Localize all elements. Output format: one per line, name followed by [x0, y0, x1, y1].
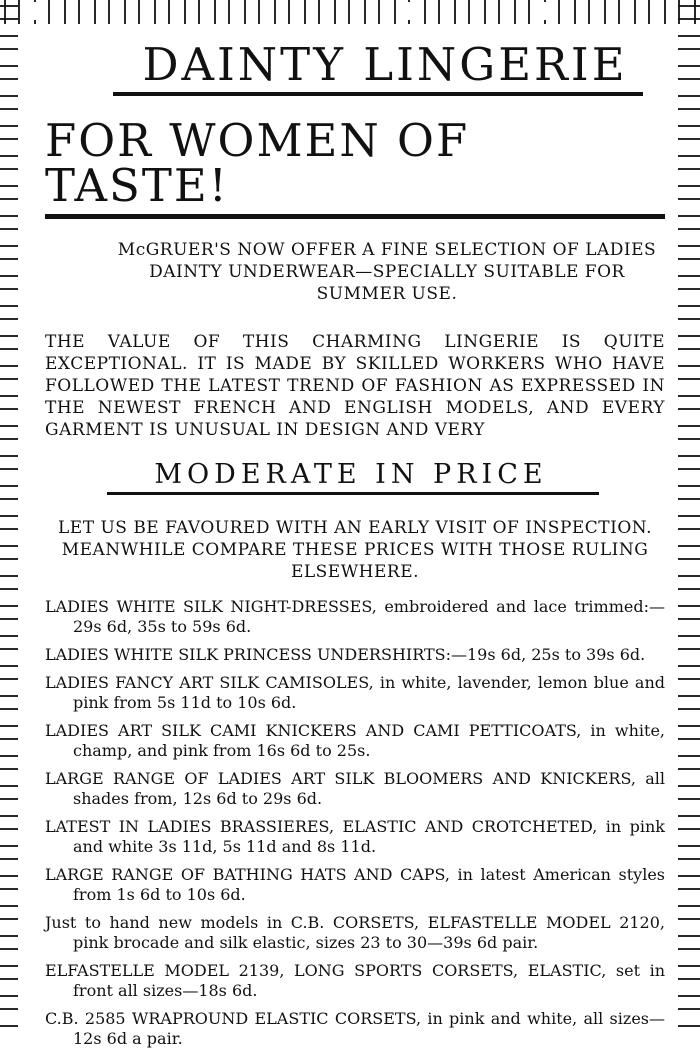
intro-paragraph: McGRUER'S NOW OFFER A FINE SELECTION OF LADIES DAINTY UNDERWEAR—SPECIALLY SUITABLE FOR SUMMER USE.	[117, 240, 657, 304]
list-item: C.B. 2585 WRAPROUND ELASTIC CORSETS, in pink and white, all sizes—12s 6d a pair.	[45, 1009, 665, 1048]
subheadline: FOR WOMEN OF TASTE!	[45, 114, 470, 212]
list-item: LADIES FANCY ART SILK CAMISOLES, in white, lavender, lemon blue and pink from 5s 11d to 10s 6d.	[45, 673, 665, 712]
advertisement-page	[35, 24, 665, 1057]
decorative-left-border	[0, 0, 18, 1030]
list-item: LARGE RANGE OF LADIES ART SILK BLOOMERS AND KNICKERS, all shades from, 12s 6d to 29s 6d.	[45, 769, 665, 808]
list-item: LADIES WHITE SILK NIGHT-DRESSES, embroidered and lace trimmed:—29s 6d, 35s to 59s 6d.	[45, 597, 665, 636]
price-heading: MODERATE IN PRICE	[154, 459, 548, 490]
price-list	[35, 597, 665, 1049]
list-item: Just to hand new models in C.B. CORSETS, ELFASTELLE MODEL 2120, pink brocade and silk elastic, sizes 23 to 30—39s 6d pair.	[45, 913, 665, 952]
headline-underline	[113, 92, 643, 96]
value-paragraph: THE VALUE OF THIS CHARMING LINGERIE IS QUITE EXCEPTIONAL. IT IS MADE BY SKILLED WORKERS WHO HAVE FOLLOWED THE LATEST TREND OF FASHION AS EXPRESSED IN THE NEWEST FRENCH AND ENGLISH MODELS, AND EVERY GARMENT IS UNUSUAL IN DESIGN AND VERY	[45, 332, 665, 440]
list-item: ELFASTELLE MODEL 2139, LONG SPORTS CORSETS, ELASTIC, set in front all sizes—18s 6d.	[45, 961, 665, 1000]
headline: DAINTY LINGERIE	[142, 38, 628, 91]
decorative-right-border	[678, 0, 700, 1030]
visit-paragraph: LET US BE FAVOURED WITH AN EARLY VISIT OF INSPECTION. MEANWHILE COMPARE THESE PRICES WITH THOSE RULING ELSEWHERE.	[58, 518, 652, 582]
list-item: LARGE RANGE OF BATHING HATS AND CAPS, in latest American styles from 1s 6d to 10s 6d.	[45, 865, 665, 904]
subheadline-underline	[45, 214, 665, 219]
list-item: LADIES WHITE SILK PRINCESS UNDERSHIRTS:—19s 6d, 25s to 39s 6d.	[45, 645, 646, 664]
price-heading-underline	[107, 492, 599, 495]
list-item: LATEST IN LADIES BRASSIERES, ELASTIC AND CROTCHETED, in pink and white 3s 11d, 5s 11d and 8s 11d.	[45, 817, 665, 856]
list-item: LADIES ART SILK CAMI KNICKERS AND CAMI PETTICOATS, in white, champ, and pink from 16s 6d to 25s.	[45, 721, 665, 760]
decorative-top-border	[0, 0, 700, 24]
